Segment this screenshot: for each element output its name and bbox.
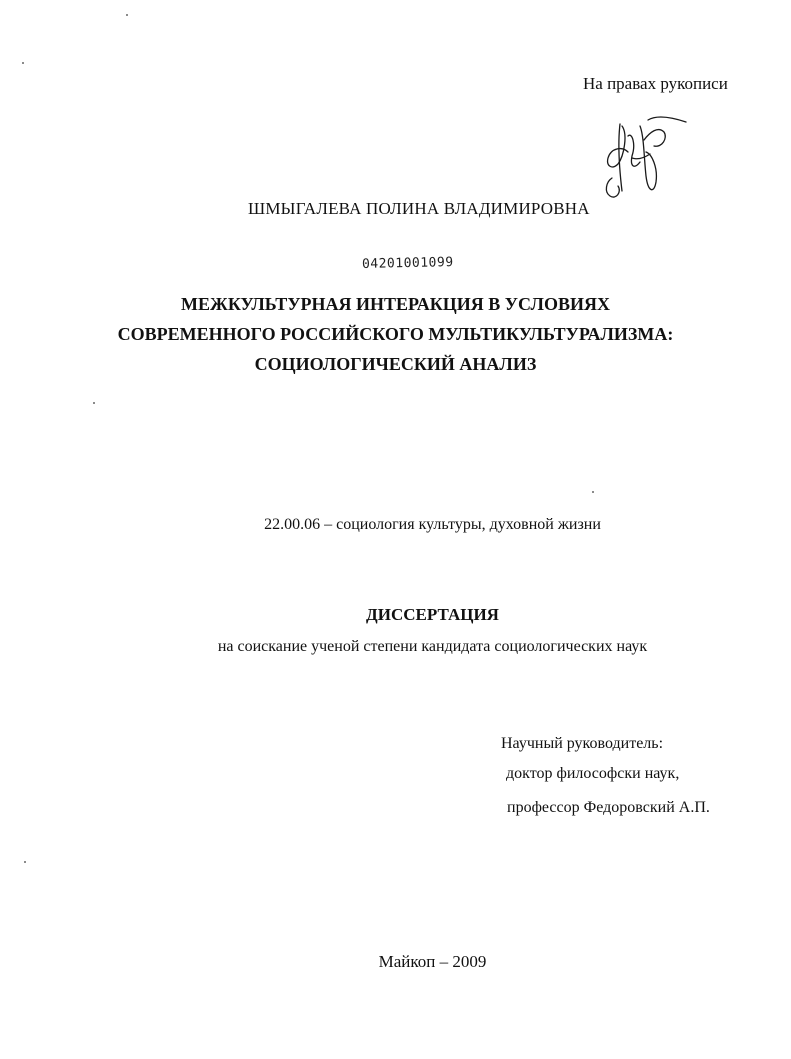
scan-speck (592, 491, 594, 493)
title-line: СОЦИОЛОГИЧЕСКИЙ АНАЛИЗ (254, 354, 537, 374)
scan-speck (126, 14, 128, 16)
city-year: Майкоп – 2009 (378, 952, 487, 971)
scan-speck (93, 402, 95, 404)
rights-notice: На правах рукописи (583, 74, 728, 93)
specialty-code: 22.00.06 – социология культуры, духовной жизни (264, 516, 601, 533)
dissertation-title (0, 289, 791, 379)
scan-speck (24, 861, 26, 863)
title-line: СОВРЕМЕННОГО РОССИЙСКОГО МУЛЬТИКУЛЬТУРАЛИЗМА: (117, 324, 674, 344)
scan-speck (22, 62, 24, 64)
registration-number: 04201001099 (361, 255, 454, 272)
supervisor-heading: Научный руководитель: (501, 735, 664, 752)
document-type: ДИССЕРТАЦИЯ (366, 605, 499, 624)
title-line: МЕЖКУЛЬТУРНАЯ ИНТЕРАКЦИЯ В УСЛОВИЯХ (181, 294, 610, 314)
degree-statement: на соискание ученой степени кандидата социологических наук (217, 638, 648, 655)
supervisor-degree: доктор философски наук, (506, 765, 680, 782)
author-name: ШМЫГАЛЕВА ПОЛИНА ВЛАДИМИРОВНА (248, 199, 590, 218)
handwritten-signature (588, 96, 698, 206)
supervisor-name: профессор Федоровский А.П. (507, 799, 710, 816)
